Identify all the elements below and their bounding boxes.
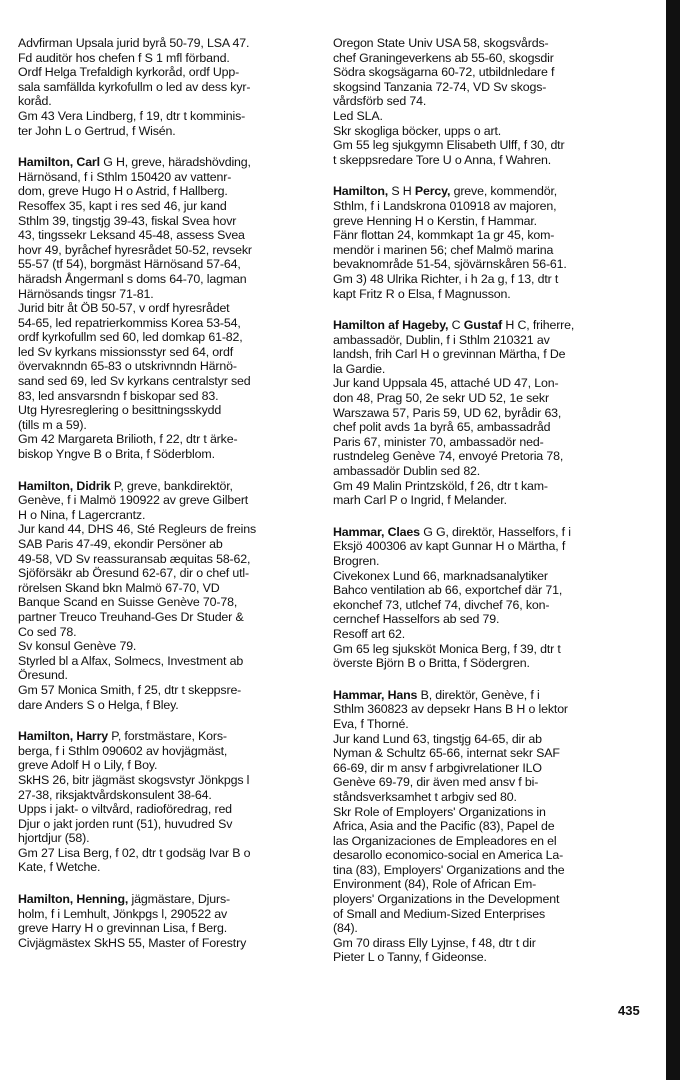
entry-line: Led SLA. bbox=[333, 108, 383, 123]
entry-line: Paris 67, minister 70, ambassadör ned- bbox=[333, 434, 544, 449]
entry-line: chef Graningeverkens ab 55-60, skogsdir bbox=[333, 50, 554, 65]
entry-line: Environment (84), Role of African Em- bbox=[333, 877, 537, 892]
entry-line: Jur kand 44, DHS 46, Sté Regleurs de freins bbox=[18, 522, 257, 537]
entry-line: Eksjö 400306 av kapt Gunnar H o Märtha, f bbox=[333, 539, 566, 554]
entry-line: Sthlm, f i Landskrona 010918 av majoren, bbox=[333, 198, 557, 213]
entry-line: rustndeleg Genève 74, envoyé Pretoria 78, bbox=[333, 449, 564, 464]
entry-line: greve Adolf H o Lily, f Boy. bbox=[18, 758, 158, 773]
biography-entry bbox=[18, 479, 318, 713]
entry-line: Genève, f i Malmö 190922 av greve Gilbert bbox=[18, 493, 249, 508]
page-number: 435 bbox=[618, 1003, 640, 1018]
biography-entry bbox=[333, 184, 633, 301]
entry-title: H C, friherre, bbox=[502, 318, 575, 333]
entry-line: Civjägmästex SkHS 55, Master of Forestry bbox=[18, 935, 247, 950]
right-column bbox=[333, 36, 633, 982]
entry-headline bbox=[18, 479, 318, 494]
entry-line: överste Björn B o Britta, f Södergren. bbox=[333, 656, 530, 671]
entry-line: Sjöförsäkr ab Öresund 62-67, dir o chef utl- bbox=[18, 566, 250, 581]
entry-line: Gm 55 leg sjukgymn Elisabeth Ulff, f 30, dtr bbox=[333, 138, 565, 153]
left-column bbox=[18, 36, 318, 967]
entry-line: dare Anders S o Helga, f Bley. bbox=[18, 697, 179, 712]
entry-line: 55-57 (tf 54), borgmäst Härnösand 57-64, bbox=[18, 257, 241, 272]
entry-line: partner Treuco Treuhand-Ges Dr Studer & bbox=[18, 609, 244, 624]
entry-line: ståndsverksamhet t arbgiv sed 80. bbox=[333, 789, 517, 804]
entry-line: Upps i jakt- o viltvård, radioföredrag, red bbox=[18, 802, 232, 817]
entry-headline bbox=[333, 525, 633, 540]
entry-line: Fd auditör hos chefen f S 1 mfl förband. bbox=[18, 50, 230, 65]
entry-line: Advfirman Upsala jurid byrå 50-79, LSA 47. bbox=[18, 36, 250, 50]
entry-line: t skeppsredare Tore U o Anna, f Wahren. bbox=[333, 152, 551, 167]
entry-line: sand sed 69, led Sv kyrkans centralstyr sed bbox=[18, 374, 251, 389]
entry-line: Härnösands tingsr 71-81. bbox=[18, 286, 154, 301]
entry-headline bbox=[333, 184, 633, 199]
entry-line: ambassadör, Dublin, f i Sthlm 210321 av bbox=[333, 332, 550, 347]
entry-line: Gm 43 Vera Lindberg, f 19, dtr t komminis- bbox=[18, 108, 246, 123]
entry-name: Hamilton af Hageby, bbox=[333, 318, 449, 333]
entry-title: greve, kommendör, bbox=[450, 184, 558, 199]
entry-line: ordf kyrkofullm sed 60, led domkap 61-82, bbox=[18, 330, 243, 345]
entry-line: Resoff art 62. bbox=[333, 626, 406, 641]
entry-line: Gm 57 Monica Smith, f 25, dtr t skeppsre- bbox=[18, 682, 242, 697]
entry-line: koråd. bbox=[18, 94, 52, 109]
entry-headline bbox=[18, 729, 318, 744]
entry-line: kapt Fritz R o Elsa, f Magnusson. bbox=[333, 286, 511, 301]
entry-line: Africa, Asia and the Pacific (83), Papel de bbox=[333, 819, 555, 834]
biography-entry bbox=[18, 729, 318, 875]
entry-line: 27-38, riksjaktvårdskonsulent 38-64. bbox=[18, 787, 212, 802]
entry-line: Jur kand Uppsala 45, attaché UD 47, Lon- bbox=[333, 376, 559, 391]
biography-entry bbox=[18, 36, 318, 138]
entry-line: Jur kand Lund 63, tingstjg 64-65, dir ab bbox=[333, 731, 542, 746]
entry-title: P, greve, bankdirektör, bbox=[110, 478, 233, 493]
entry-line: Gm 70 dirass Elly Lyjnse, f 48, dtr t dir bbox=[333, 935, 536, 950]
entry-line: Gm 65 leg sjuksköt Monica Berg, f 39, dtr t bbox=[333, 641, 561, 656]
entry-line: dom, greve Hugo H o Astrid, f Hallberg. bbox=[18, 184, 228, 199]
entry-line: H o Nina, f Lagercrantz. bbox=[18, 507, 146, 522]
entry-line: desarollo economico-social en America La- bbox=[333, 848, 564, 863]
entry-line: Co sed 78. bbox=[18, 624, 77, 639]
entry-line: berga, f i Sthlm 090602 av hovjägmäst, bbox=[18, 743, 228, 758]
entry-line: Civekonex Lund 66, marknadsanalytiker bbox=[333, 568, 548, 583]
entry-line: ter John L o Gertrud, f Wisén. bbox=[18, 123, 176, 138]
entry-name: Hamilton, bbox=[333, 184, 389, 199]
entry-title: C bbox=[448, 318, 464, 333]
entry-line: la Gardie. bbox=[333, 361, 386, 376]
entry-line: holm, f i Lemhult, Jönkpgs l, 290522 av bbox=[18, 906, 228, 921]
entry-title: B, direktör, Genève, f i bbox=[417, 687, 540, 702]
entry-line: Skr skogliga böcker, upps o art. bbox=[333, 123, 502, 138]
entry-line: Skr Role of Employers' Organizations in bbox=[333, 804, 546, 819]
entry-line: mendör i marinen 56; chef Malmö marina bbox=[333, 242, 554, 257]
entry-line: Utg Hyresreglering o besittningsskydd bbox=[18, 403, 222, 418]
entry-line: Gm 49 Malin Printzsköld, f 26, dtr t kam- bbox=[333, 478, 548, 493]
entry-line: Oregon State Univ USA 58, skogsvårds- bbox=[333, 36, 549, 50]
entry-line: häradsh Ångermanl s doms 64-70, lagman bbox=[18, 271, 247, 286]
entry-line: ekonchef 73, utlchef 74, divchef 76, kon- bbox=[333, 597, 550, 612]
entry-line: 66-69, dir m ansv f arbgivrelationer ILO bbox=[333, 760, 542, 775]
entry-line: Fänr flottan 24, kommkapt 1a gr 45, kom- bbox=[333, 228, 555, 243]
entry-line: of Small and Medium-Sized Enterprises bbox=[333, 906, 546, 921]
entry-line: chef polit avds 1a byrå 65, ambassadråd bbox=[333, 420, 551, 435]
entry-line: Eva, f Thorné. bbox=[333, 716, 409, 731]
entry-line: Sthlm 39, tingstjg 39-43, fiskal Svea hovr bbox=[18, 213, 237, 228]
biography-entry bbox=[333, 318, 633, 508]
entry-line: vårdsförb sed 74. bbox=[333, 94, 427, 109]
entry-headline bbox=[333, 318, 633, 333]
entry-name: Gustaf bbox=[463, 318, 503, 333]
entry-line: Styrled bl a Alfax, Solmecs, Investment ab bbox=[18, 653, 244, 668]
entry-headline bbox=[18, 155, 318, 170]
entry-line: hovr 49, byråchef hyresrådet 50-52, revsekr bbox=[18, 242, 252, 257]
entry-line: 49-58, VD Sv reassuransab æquitas 58-62, bbox=[18, 551, 251, 566]
entry-line: Nyman & Schultz 65-66, internat sekr SAF bbox=[333, 746, 560, 761]
entry-line: Pieter L o Tanny, f Gideonse. bbox=[333, 950, 487, 965]
entry-line: las Organizaciones de Empleadores en el bbox=[333, 833, 557, 848]
biography-entry bbox=[18, 892, 318, 950]
entry-line: Gm 42 Margareta Brilioth, f 22, dtr t ärke- bbox=[18, 432, 238, 447]
entry-title: S H bbox=[388, 184, 415, 199]
entry-line: 43, tingssekr Leksand 45-48, assess Svea bbox=[18, 228, 245, 243]
entry-line: rörelsen Skand bkn Malmö 67-70, VD bbox=[18, 580, 220, 595]
entry-title: G H, greve, häradshövding, bbox=[99, 155, 251, 170]
entry-line: Djur o jakt jorden runt (51), huvudred Sv bbox=[18, 816, 233, 831]
entry-name: Hammar, Hans bbox=[333, 687, 418, 702]
entry-name: Percy, bbox=[414, 184, 451, 199]
entry-line: SAB Paris 47-49, ekondir Persöner ab bbox=[18, 537, 223, 551]
entry-line: Sv konsul Genève 79. bbox=[18, 639, 137, 654]
entry-line: hjortdjur (58). bbox=[18, 831, 90, 846]
entry-line: greve Henning H o Kerstin, f Hammar. bbox=[333, 213, 537, 228]
entry-line: Södra skogsägarna 60-72, utbildnledare f bbox=[333, 65, 555, 80]
entry-name: Hamilton, Harry bbox=[18, 729, 109, 744]
entry-line: skogsind Tanzania 72-74, VD Sv skogs- bbox=[333, 79, 547, 94]
entry-line: Resoffex 35, kapt i res sed 46, jur kand bbox=[18, 198, 227, 213]
entry-line: övervaknndn 65-83 o utskrivnndn Härnö- bbox=[18, 359, 237, 374]
entry-line: bevaknområde 51-54, sjövärnskåren 56-61. bbox=[333, 257, 567, 272]
entry-line: Jurid bitr åt ÖB 50-57, v ordf hyresrådet bbox=[18, 301, 230, 316]
entry-line: Kate, f Wetche. bbox=[18, 860, 101, 875]
entry-line: ambassadör Dublin sed 82. bbox=[333, 464, 481, 479]
entry-line: tina (83), Employers' Organizations and the bbox=[333, 862, 565, 877]
entry-line: Sthlm 360823 av depsekr Hans B H o lektor bbox=[333, 702, 568, 717]
biography-entry bbox=[333, 688, 633, 965]
entry-line: Bahco ventilation ab 66, exportchef där 71, bbox=[333, 583, 563, 598]
entry-line: Warszawa 57, Paris 59, UD 62, byrådir 63, bbox=[333, 405, 562, 420]
entry-line: Härnösand, f i Sthlm 150420 av vattenr- bbox=[18, 169, 232, 184]
entry-line: don 48, Prag 50, 2e sekr UD 52, 1e sekr bbox=[333, 391, 549, 406]
biography-entry bbox=[333, 36, 633, 167]
entry-line: SkHS 26, bitr jägmäst skogsvstyr Jönkpgs l bbox=[18, 772, 250, 787]
entry-title: P, forstmästare, Kors- bbox=[108, 729, 227, 744]
entry-line: 83, led ansvarsndn f biskopar sed 83. bbox=[18, 388, 219, 403]
entry-line: marh Carl P o Ingrid, f Melander. bbox=[333, 493, 507, 508]
entry-headline bbox=[18, 892, 318, 907]
entry-name: Hamilton, Henning, bbox=[18, 892, 129, 907]
entry-name: Hamilton, Carl bbox=[18, 155, 100, 170]
entry-line: landsh, frih Carl H o grevinnan Märtha, f De bbox=[333, 347, 566, 362]
entry-line: 54-65, led repatrierkommiss Korea 53-54, bbox=[18, 315, 241, 330]
entry-headline bbox=[333, 688, 633, 703]
entry-line: cernchef Hasselfors ab sed 79. bbox=[333, 612, 500, 627]
entry-line: Genève 69-79, dir även med ansv f bi- bbox=[333, 775, 539, 790]
entry-line: Brogren. bbox=[333, 554, 380, 568]
entry-line: sala samfällda kyrkofullm o led av dess kyr- bbox=[18, 79, 251, 94]
entry-line: biskop Yngve B o Brita, f Söderblom. bbox=[18, 447, 215, 462]
entry-line: (84). bbox=[333, 921, 358, 936]
entry-line: (tills m a 59). bbox=[18, 417, 87, 432]
entry-line: led Sv kyrkans missionsstyr sed 64, ordf bbox=[18, 344, 234, 359]
entry-name: Hammar, Claes bbox=[333, 524, 420, 539]
biography-entry bbox=[333, 525, 633, 671]
entry-name: Hamilton, Didrik bbox=[18, 478, 111, 493]
entry-line: Gm 3) 48 Ulrika Richter, i h 2a g, f 13, dtr t bbox=[333, 271, 559, 286]
entry-line: Ordf Helga Trefaldigh kyrkoråd, ordf Upp- bbox=[18, 65, 240, 80]
entry-line: ployers' Organizations in the Development bbox=[333, 892, 560, 907]
entry-line: Gm 27 Lisa Berg, f 02, dtr t godsäg Ivar B o bbox=[18, 845, 251, 860]
entry-line: Banque Scand en Suisse Genève 70-78, bbox=[18, 595, 238, 610]
biography-entry bbox=[18, 155, 318, 461]
entry-title: jägmästare, Djurs- bbox=[128, 892, 231, 907]
entry-title: G G, direktör, Hasselfors, f i bbox=[419, 524, 571, 539]
entry-line: greve Harry H o grevinnan Lisa, f Berg. bbox=[18, 921, 228, 936]
entry-line: Öresund. bbox=[18, 668, 68, 683]
